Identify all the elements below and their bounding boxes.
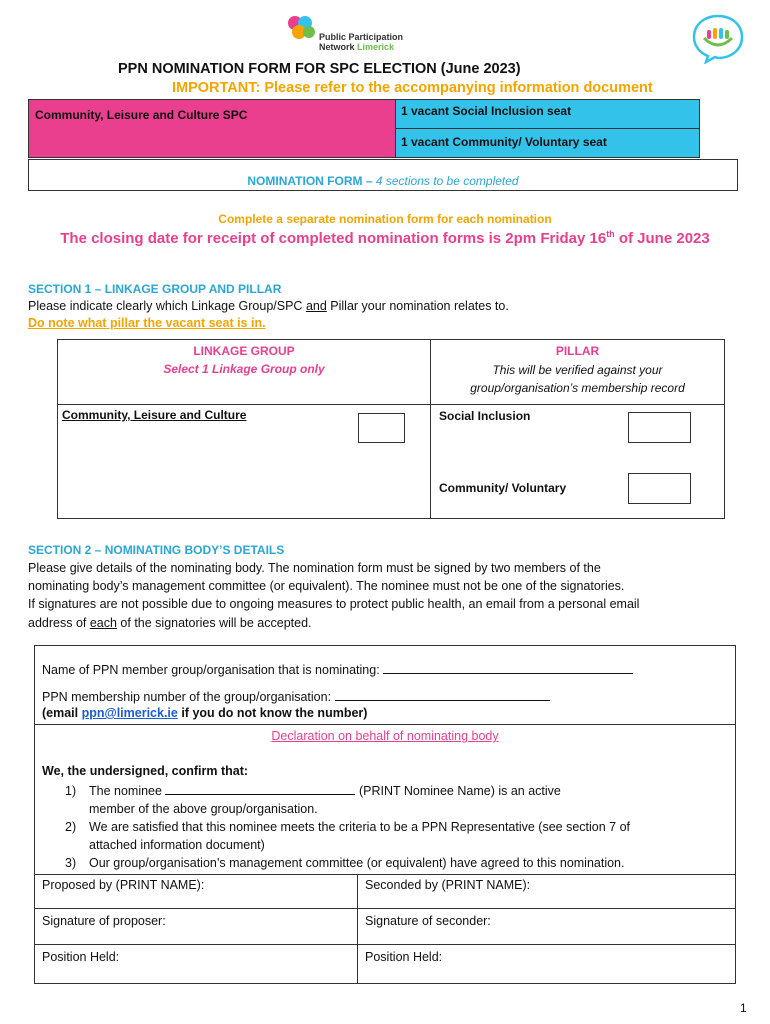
linkage-checkbox[interactable]: [358, 413, 405, 443]
signature-seconder-field[interactable]: Signature of seconder:: [365, 914, 491, 928]
section1-instruction: [28, 299, 509, 313]
nomination-form-box: [28, 159, 738, 191]
item1-number: 1): [65, 784, 77, 798]
position-proposer-field[interactable]: Position Held:: [42, 950, 120, 964]
logo-line1: Public Participation: [319, 32, 404, 42]
s1-text-and: and: [305, 299, 327, 313]
pillar-sub2: group/organisation’s membership record: [470, 381, 685, 395]
important-notice: IMPORTANT: Please refer to the accompanying information document: [172, 80, 653, 96]
complete-instruction: Complete a separate nomination form for each nomination: [218, 212, 552, 226]
s2-line4b: of the signatories will be accepted.: [116, 615, 312, 630]
nomination-form-sub: 4 sections to be completed: [375, 174, 519, 188]
pillar-option2-label: Community/ Voluntary: [439, 481, 567, 495]
nominee-name-field[interactable]: [165, 782, 355, 795]
spc-label: Community, Leisure and Culture SPC: [35, 108, 248, 122]
org-name-field[interactable]: [42, 661, 633, 677]
s2-line4u: each: [89, 615, 117, 630]
page-number: 1: [740, 1001, 747, 1015]
linkage-option-label: Community, Leisure and Culture: [62, 408, 247, 422]
people-badge-icon: [690, 12, 746, 64]
ppn-logo: [285, 14, 425, 54]
community-voluntary-checkbox[interactable]: [628, 473, 691, 504]
email-post: if you do not know the number): [177, 706, 368, 720]
item1-c: member of the above group/organisation.: [89, 802, 318, 816]
page-title: PPN NOMINATION FORM FOR SPC ELECTION (June 2023): [118, 61, 521, 77]
membership-number-field[interactable]: [42, 688, 550, 704]
closing-date-sup: th: [606, 229, 615, 239]
item3-number: 3): [65, 856, 77, 870]
seat-table: [28, 99, 700, 158]
item3-a: Our group/organisation’s management committee (or equivalent) have agreed to this nomination.: [89, 856, 625, 870]
closing-date-text: The closing date for receipt of completed nomination forms is 2pm Friday 16: [60, 230, 607, 247]
s2-line2: nominating body’s management committee (or equivalent). The nominee must not be one of the signatories.: [28, 579, 625, 594]
linkage-header: LINKAGE GROUP: [193, 344, 295, 358]
item2-number: 2): [65, 820, 77, 834]
pillar-sub: [431, 361, 724, 397]
seat1-label: 1 vacant Social Inclusion seat: [401, 104, 572, 118]
signature-proposer-field[interactable]: Signature of proposer:: [42, 914, 166, 928]
proposed-by-field[interactable]: Proposed by (PRINT NAME):: [42, 878, 205, 892]
seat2-label: 1 vacant Community/ Voluntary seat: [401, 135, 607, 149]
nomination-form-label: NOMINATION FORM –: [247, 174, 373, 188]
closing-date-tail: of June 2023: [614, 230, 710, 247]
email-note: [42, 706, 367, 720]
logo-limerick: Limerick: [357, 42, 395, 52]
pillar-option1-label: Social Inclusion: [439, 409, 531, 423]
email-link[interactable]: ppn@limerick.ie: [81, 706, 178, 720]
section2-instruction: [28, 559, 738, 632]
spc-cell: [29, 100, 396, 157]
section2-heading: SECTION 2 – NOMINATING BODY’S DETAILS: [28, 543, 285, 557]
item1-b: (PRINT Nominee Name) is an active: [358, 784, 561, 798]
declaration-heading: Declaration on behalf of nominating body: [271, 729, 499, 743]
pillar-header: PILLAR: [555, 344, 600, 358]
logo-text: [319, 32, 403, 52]
email-pre: (email: [42, 706, 82, 720]
item2-a: We are satisfied that this nominee meets the criteria to be a PPN Representative (see section 7 of: [89, 820, 631, 834]
section1-note: Do note what pillar the vacant seat is in.: [28, 316, 266, 330]
seat1-cell: [396, 100, 699, 129]
nominating-body-box: [34, 645, 736, 984]
s2-line4a: address of: [28, 615, 90, 630]
membership-label: PPN membership number of the group/organisation:: [42, 690, 332, 704]
confirm-text: We, the undersigned, confirm that:: [42, 764, 249, 778]
org-name-label: Name of PPN member group/organisation that is nominating:: [42, 663, 380, 677]
linkage-pillar-table: [57, 339, 725, 519]
section1-heading: SECTION 1 – LINKAGE GROUP AND PILLAR: [28, 282, 282, 296]
position-seconder-field[interactable]: Position Held:: [365, 950, 443, 964]
social-inclusion-checkbox[interactable]: [628, 412, 691, 443]
closing-date: [0, 229, 770, 247]
item2-b: attached information document): [89, 838, 265, 852]
seat2-cell: [396, 129, 699, 157]
s2-line3: If signatures are not possible due to ongoing measures to protect public health, an email from a personal email: [28, 597, 640, 612]
pillar-sub1: This will be verified against your: [492, 363, 663, 377]
item1-a: The nominee: [89, 784, 162, 798]
s1-text-b: Pillar your nomination relates to.: [326, 299, 509, 313]
s2-line1: Please give details of the nominating body. The nomination form must be signed by two members of the: [28, 561, 601, 575]
s1-text-a: Please indicate clearly which Linkage Group/SPC: [28, 299, 306, 313]
seconded-by-field[interactable]: Seconded by (PRINT NAME):: [365, 878, 531, 892]
logo-network: Network: [319, 42, 355, 52]
linkage-sub: Select 1 Linkage Group only: [163, 362, 325, 376]
